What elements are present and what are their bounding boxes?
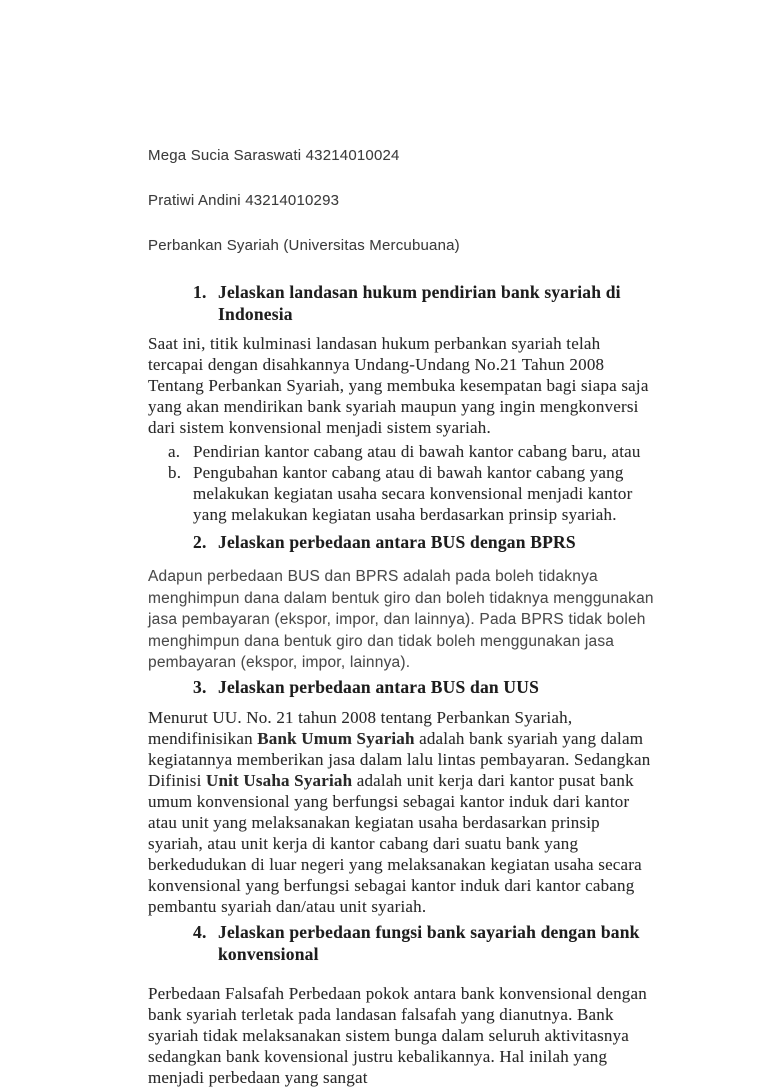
list-item-text: Pengubahan kantor cabang atau di bawah kantor cabang yang melakukan kegiatan usaha secara konvensional menjadi kantor yang melakukan kegiatan usaha berdasarkan prinsip syariah. (193, 463, 633, 524)
heading-title: Jelaskan landasan hukum pendirian bank syariah di Indonesia (218, 282, 621, 324)
section-1-paragraph: Saat ini, titik kulminasi landasan hukum perbankan syariah telah tercapai dengan disahkannya Undang-Undang No.21 Tahun 2008 Tentang Perbankan Syariah, yang membuka kesempatan bagi siapa saja yang akan mendirikan bank syariah maupun yang ingin mengkonversi dari sistem konvensional menjadi sistem syariah. (148, 334, 649, 437)
author-line-2: Pratiwi Andini 43214010293 (148, 192, 340, 209)
author-line-1: Mega Sucia Saraswati 43214010024 (148, 147, 400, 164)
section-2-heading (148, 531, 658, 553)
section-4-paragraph: Perbedaan Falsafah Perbedaan pokok antara bank konvensional dengan bank syariah terletak pada landasan falsafah yang dianutnya. Bank syariah tidak melaksanakan sistem bunga dalam seluruh aktivitasnya sedangkan bank kovensional justru kebalikannya. Hal inilah yang menjadi perbedaan yang sangat (148, 983, 647, 1087)
section-2-paragraph: Adapun perbedaan BUS dan BPRS adalah pada boleh tidaknya menghimpun dana dalam bentuk giro dan boleh tidaknya menggunakan jasa pembayaran (ekspor, impor, dan lainnya). Pada BPRS tidak boleh menghimpun dana bentuk giro dan tidak boleh menggunakan jasa pembayaran (ekspor, impor, lainnya). (148, 568, 654, 671)
section-4-heading (148, 921, 658, 965)
heading-number: 3. (193, 676, 207, 697)
heading-number: 2. (193, 532, 207, 552)
section-3-heading (148, 676, 658, 698)
section-1-sublist (148, 441, 658, 525)
heading-title: Jelaskan perbedaan antara BUS dengan BPRS (218, 532, 576, 552)
list-marker: b. (168, 463, 182, 482)
heading-number: 1. (193, 282, 207, 302)
heading-number: 4. (193, 921, 207, 942)
heading-title: Jelaskan perbedaan antara BUS dan UUS (218, 676, 540, 697)
heading-title: Jelaskan perbedaan fungsi bank sayariah dengan bank konvensional (218, 921, 640, 964)
list-item-a (148, 441, 658, 462)
list-item-b (148, 462, 658, 525)
list-item-text: Pendirian kantor cabang atau di bawah kantor cabang baru, atau (193, 442, 641, 461)
section-3-paragraph: Menurut UU. No. 21 tahun 2008 tentang Perbankan Syariah, mendifinisikan Bank Umum Syariah adalah bank syariah yang dalam kegiatannya memberikan jasa dalam lalu lintas pembayaran. Sedangkan Difinisi Unit Usaha Syariah adalah unit kerja dari kantor pusat bank umum konvensional yang berfungsi sebagai kantor induk dari kantor atau unit yang melaksanakan kegiatan usaha berdasarkan prinsip syariah, atau unit kerja di kantor cabang dari suatu bank yang berkedudukan di luar negeri yang melaksanakan kegiatan usaha secara konvensional yang berfungsi sebagai kantor induk dari kantor cabang pembantu syariah dan/atau unit syariah. (148, 707, 651, 916)
list-marker: a. (168, 442, 181, 461)
section-1-heading (148, 281, 658, 325)
course-line: Perbankan Syariah (Universitas Mercubuana) (148, 237, 460, 254)
